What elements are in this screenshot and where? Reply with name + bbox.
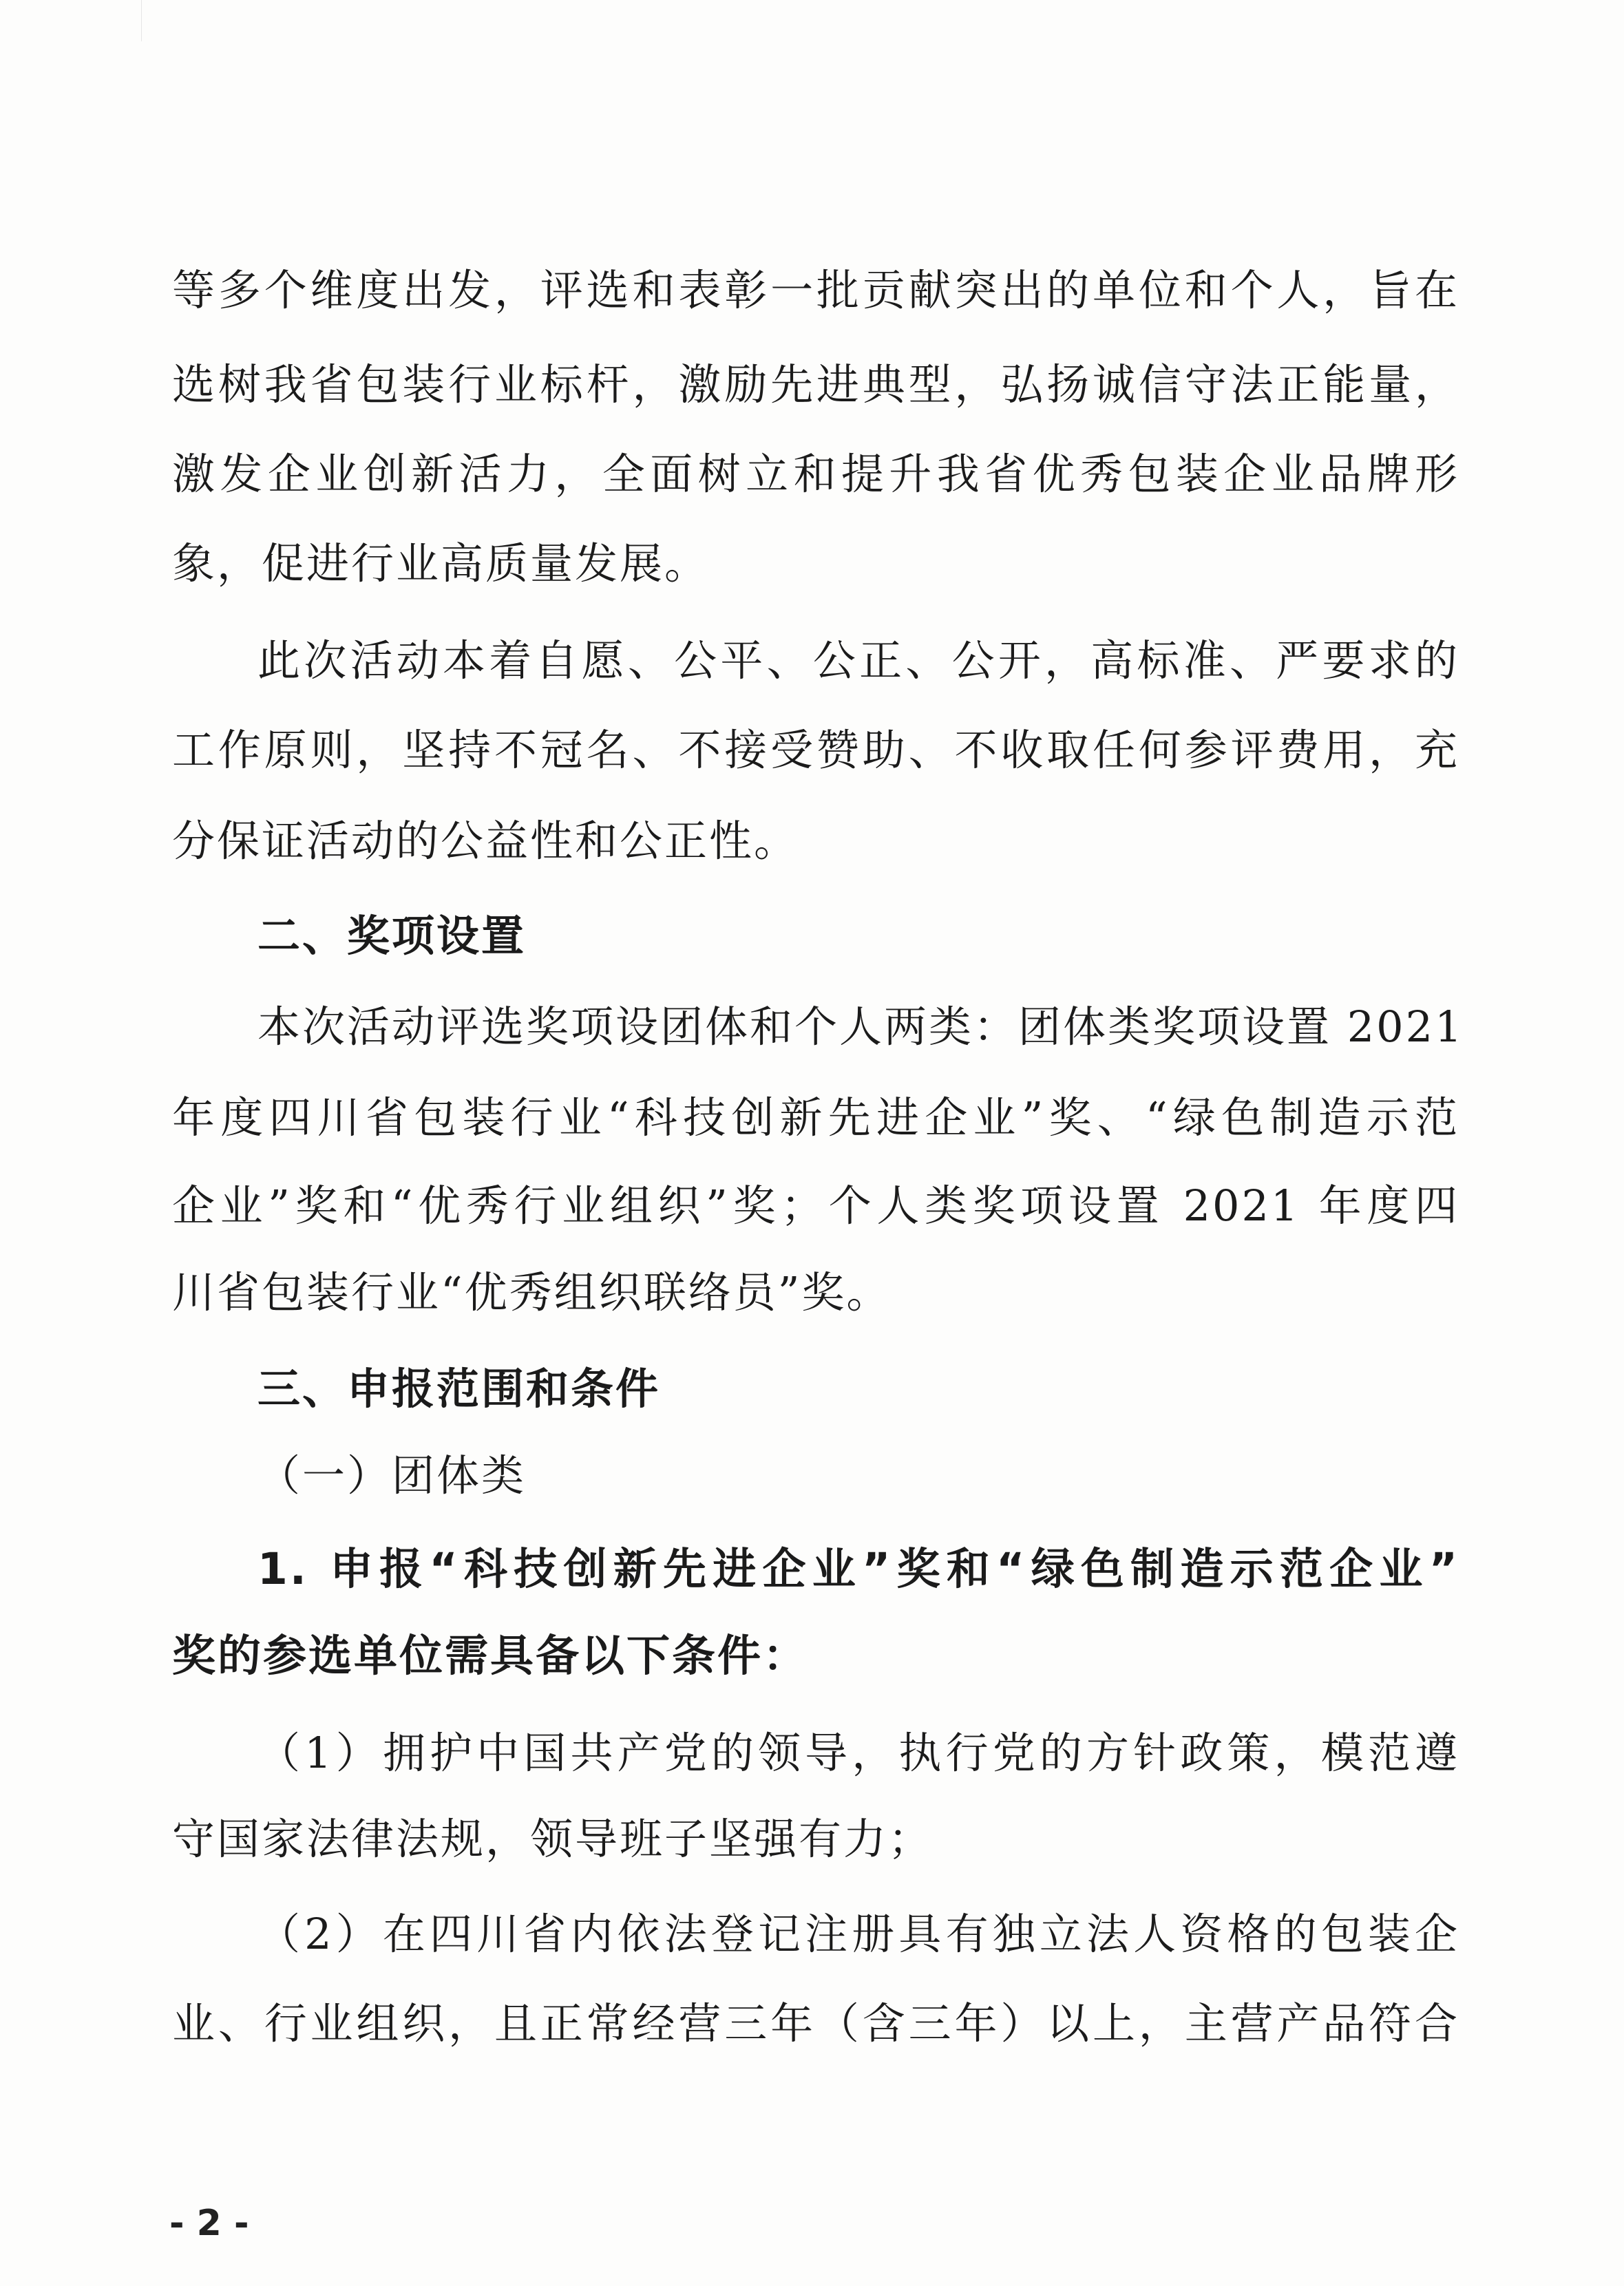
- condition-heading: 1. 申报“科技创新先进企业”奖和“绿色制造示范企业”: [257, 1544, 1459, 1594]
- condition-item: （2）在四川省内依法登记注册具有独立法人资格的包装企: [257, 1909, 1459, 1959]
- paragraph-first-line: 此次活动本着自愿、公平、公正、公开，高标准、严要求的: [257, 635, 1459, 686]
- body-text-line: 川省包装行业“优秀组织联络员”奖。: [172, 1267, 892, 1317]
- condition-item: （1）拥护中国共产党的领导，执行党的方针政策，模范遵: [257, 1728, 1459, 1778]
- body-text-line: 象，促进行业高质量发展。: [172, 538, 710, 589]
- body-text-line: 业、行业组织，且正常经营三年（含三年）以上，主营产品符合: [172, 1998, 1459, 2049]
- subsection-heading: （一）团体类: [257, 1450, 527, 1501]
- body-text-line: 年度四川省包装行业“科技创新先进企业”奖、“绿色制造示范: [172, 1092, 1459, 1143]
- condition-heading-continuation: 奖的参选单位需具备以下条件：: [172, 1631, 808, 1681]
- section-heading: 三、申报范围和条件: [257, 1364, 661, 1414]
- body-text-line: 企业”奖和“优秀行业组织”奖；个人类奖项设置 2021 年度四: [172, 1181, 1459, 1231]
- body-text-line: 等多个维度出发，评选和表彰一批贡献突出的单位和个人，旨在: [172, 265, 1459, 315]
- page-number: - 2 -: [169, 2203, 249, 2244]
- body-text-line: 选树我省包装行业标杆，激励先进典型，弘扬诚信守法正能量，: [172, 359, 1459, 410]
- page-fold-mark: [141, 0, 142, 41]
- body-text-line: 激发企业创新活力，全面树立和提升我省优秀包装企业品牌形: [172, 449, 1459, 499]
- section-heading: 二、奖项设置: [257, 911, 527, 961]
- paragraph-first-line: 本次活动评选奖项设团体和个人两类：团体类奖项设置 2021: [257, 1002, 1464, 1052]
- body-text-line: 工作原则，坚持不冠名、不接受赞助、不收取任何参评费用，充: [172, 725, 1459, 775]
- body-text-line: 分保证活动的公益性和公正性。: [172, 816, 799, 866]
- body-text-line: 守国家法律法规，领导班子坚强有力；: [172, 1814, 934, 1864]
